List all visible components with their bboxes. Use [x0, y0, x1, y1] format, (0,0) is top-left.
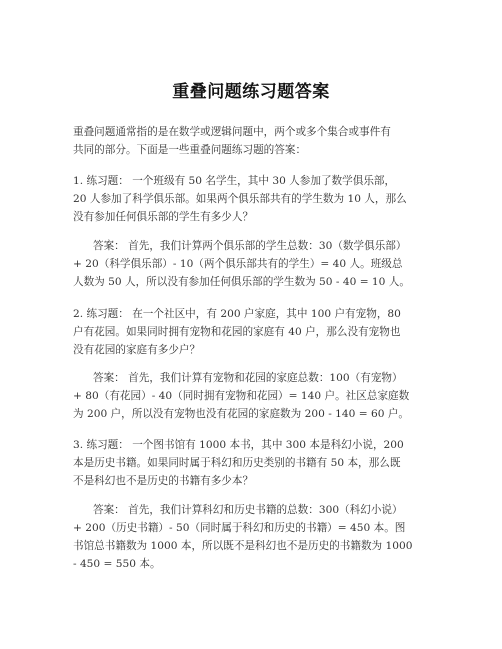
answer-line: + 20（科学俱乐部）- 10（两个俱乐部共有的学生）= 40 人。班级总 — [73, 258, 403, 270]
intro-paragraph — [73, 123, 429, 159]
question-line: 20 人参加了科学俱乐部。如果两个俱乐部共有的学生数为 10 人，那么 — [73, 193, 407, 205]
answer-line: 答案： 首先，我们计算有宠物和花园的家庭总数：100（有宠物） — [93, 372, 403, 384]
answer-line: 书馆总书籍数为 1000 本，所以既不是科幻也不是历史的书籍数为 1000 — [73, 540, 413, 552]
answer-1 — [73, 237, 429, 291]
answer-2 — [73, 369, 429, 423]
question-line: 3. 练习题： 一个图书馆有 1000 本书，其中 300 本是科幻小说，200 — [73, 439, 404, 451]
question-3 — [73, 436, 429, 490]
question-line: 没有花园的家庭有多少户？ — [73, 344, 201, 356]
intro-line: 重叠问题通常指的是在数学或逻辑问题中，两个或多个集合或事件有 — [73, 126, 391, 138]
question-line: 不是科幻也不是历史的书籍有多少本？ — [73, 475, 254, 487]
question-2 — [73, 305, 429, 359]
intro-line: 共同的部分。下面是一些重叠问题练习题的答案： — [73, 144, 307, 156]
answer-line: 答案： 首先，我们计算科幻和历史书籍的总数：300（科幻小说） — [93, 504, 403, 516]
answer-line: 答案： 首先，我们计算两个俱乐部的学生总数：30（数学俱乐部） — [93, 240, 407, 252]
answer-3 — [73, 501, 429, 573]
answer-line: - 450 = 550 本。 — [73, 558, 161, 570]
answer-line: 人数为 50 人，所以没有参加任何俱乐部的学生数为 50 - 40 = 10 人。 — [73, 276, 410, 288]
question-line: 没有参加任何俱乐部的学生有多少人？ — [73, 211, 254, 223]
answer-line: 为 200 户，所以没有宠物也没有花园的家庭数为 200 - 140 = 60 户。 — [73, 408, 410, 420]
question-line: 本是历史书籍。如果同时属于科幻和历史类别的书籍有 50 本，那么既 — [73, 457, 401, 469]
document-title: 重叠问题练习题答案 — [172, 82, 330, 102]
answer-line: + 200（历史书籍）- 50（同时属于科幻和历史的书籍）= 450 本。图 — [73, 522, 406, 534]
question-line: 2. 练习题： 在一个社区中，有 200 户家庭，其中 100 户有宠物，80 — [73, 308, 401, 320]
question-line: 户有花园。如果同时拥有宠物和花园的家庭有 40 户，那么没有宠物也 — [73, 326, 401, 338]
question-1 — [73, 172, 429, 226]
answer-line: + 80（有花园）- 40（同时拥有宠物和花园）= 140 户。社区总家庭数 — [73, 390, 410, 402]
question-line: 1. 练习题： 一个班级有 50 名学生，其中 30 人参加了数学俱乐部， — [73, 175, 396, 187]
